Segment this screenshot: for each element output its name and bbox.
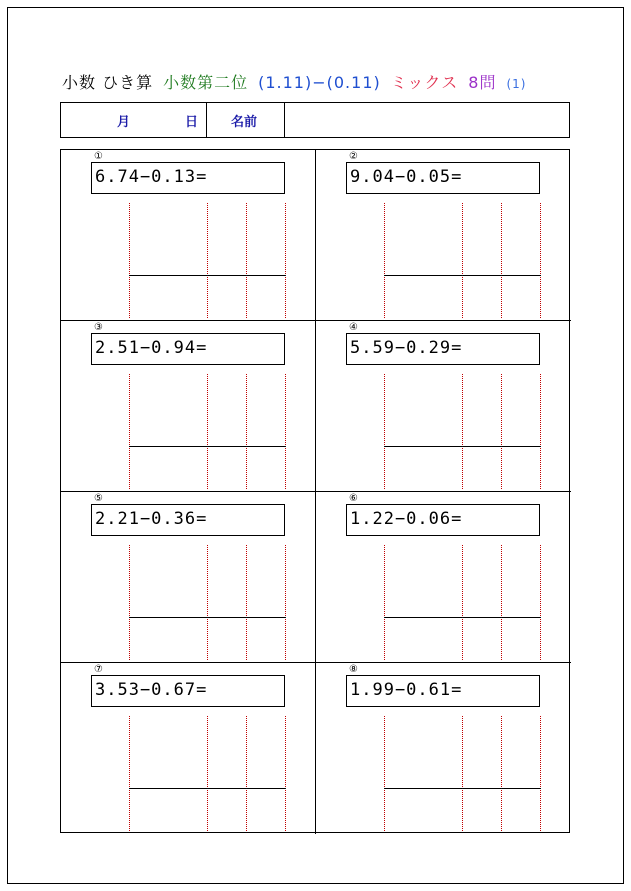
- equation-text: 3.53−0.67=: [95, 680, 208, 700]
- column-guide: [207, 374, 208, 489]
- equation-box: [91, 162, 285, 194]
- equation-box: [346, 333, 540, 365]
- problem-cell: [61, 321, 316, 492]
- column-guide: [462, 374, 463, 489]
- equation-box: [346, 675, 540, 707]
- problem-cell: [61, 492, 316, 663]
- problem-cell: [316, 492, 571, 663]
- column-guide: [384, 716, 385, 831]
- column-guide: [246, 203, 247, 318]
- column-guide: [246, 716, 247, 831]
- month-label: 月: [117, 115, 131, 130]
- column-guide: [207, 716, 208, 831]
- answer-line: [129, 446, 286, 447]
- column-guide: [285, 374, 286, 489]
- worksheet-title: [62, 70, 536, 93]
- column-guide: [540, 545, 541, 660]
- column-guide: [501, 716, 502, 831]
- problem-cell: [61, 150, 316, 321]
- title-sheet-number: (1): [506, 77, 527, 91]
- column-guide: [462, 545, 463, 660]
- problem-grid: [60, 149, 570, 833]
- problem-number: ⑥: [349, 493, 358, 504]
- column-guide: [501, 545, 502, 660]
- answer-line: [129, 617, 286, 618]
- column-guide: [384, 203, 385, 318]
- problem-cell: [316, 321, 571, 492]
- problem-number: ⑤: [94, 493, 103, 504]
- answer-line: [384, 275, 541, 276]
- problem-number: ①: [94, 151, 103, 162]
- problem-number: ⑦: [94, 664, 103, 675]
- answer-line: [129, 275, 286, 276]
- problem-number: ④: [349, 322, 358, 333]
- problem-cell: [61, 663, 316, 834]
- equation-box: [91, 504, 285, 536]
- day-label: 日: [185, 115, 199, 130]
- column-guide: [285, 545, 286, 660]
- column-guide: [462, 203, 463, 318]
- column-guide: [540, 203, 541, 318]
- column-guide: [129, 716, 130, 831]
- problem-cell: [316, 150, 571, 321]
- equation-text: 6.74−0.13=: [95, 167, 208, 187]
- column-guide: [207, 545, 208, 660]
- column-guide: [501, 374, 502, 489]
- column-guide: [246, 374, 247, 489]
- answer-line: [384, 788, 541, 789]
- equation-text: 2.21−0.36=: [95, 509, 208, 529]
- answer-line: [384, 446, 541, 447]
- column-guide: [384, 545, 385, 660]
- column-guide: [501, 203, 502, 318]
- equation-text: 5.59−0.29=: [350, 338, 463, 358]
- header-table: [60, 102, 570, 138]
- title-mix: ミックス: [390, 73, 459, 92]
- column-guide: [285, 203, 286, 318]
- name-label-cell: [207, 103, 285, 137]
- column-guide: [540, 374, 541, 489]
- title-count: 8問: [468, 73, 497, 92]
- title-range: (1.11)−(0.11): [258, 73, 381, 92]
- equation-text: 2.51−0.94=: [95, 338, 208, 358]
- column-guide: [129, 203, 130, 318]
- column-guide: [129, 545, 130, 660]
- equation-text: 1.22−0.06=: [350, 509, 463, 529]
- column-guide: [207, 203, 208, 318]
- title-level: 小数第二位: [163, 73, 249, 92]
- equation-box: [346, 504, 540, 536]
- answer-line: [129, 788, 286, 789]
- column-guide: [540, 716, 541, 831]
- column-guide: [129, 374, 130, 489]
- problem-cell: [316, 663, 571, 834]
- column-guide: [246, 545, 247, 660]
- equation-text: 1.99−0.61=: [350, 680, 463, 700]
- problem-number: ③: [94, 322, 103, 333]
- equation-box: [91, 675, 285, 707]
- equation-box: [91, 333, 285, 365]
- answer-line: [384, 617, 541, 618]
- equation-text: 9.04−0.05=: [350, 167, 463, 187]
- column-guide: [462, 716, 463, 831]
- equation-box: [346, 162, 540, 194]
- problem-number: ②: [349, 151, 358, 162]
- name-field[interactable]: [285, 103, 569, 137]
- column-guide: [285, 716, 286, 831]
- title-subject: 小数 ひき算: [62, 73, 154, 92]
- name-label: 名前: [231, 115, 258, 130]
- column-guide: [384, 374, 385, 489]
- date-cell[interactable]: [61, 103, 207, 137]
- problem-number: ⑧: [349, 664, 358, 675]
